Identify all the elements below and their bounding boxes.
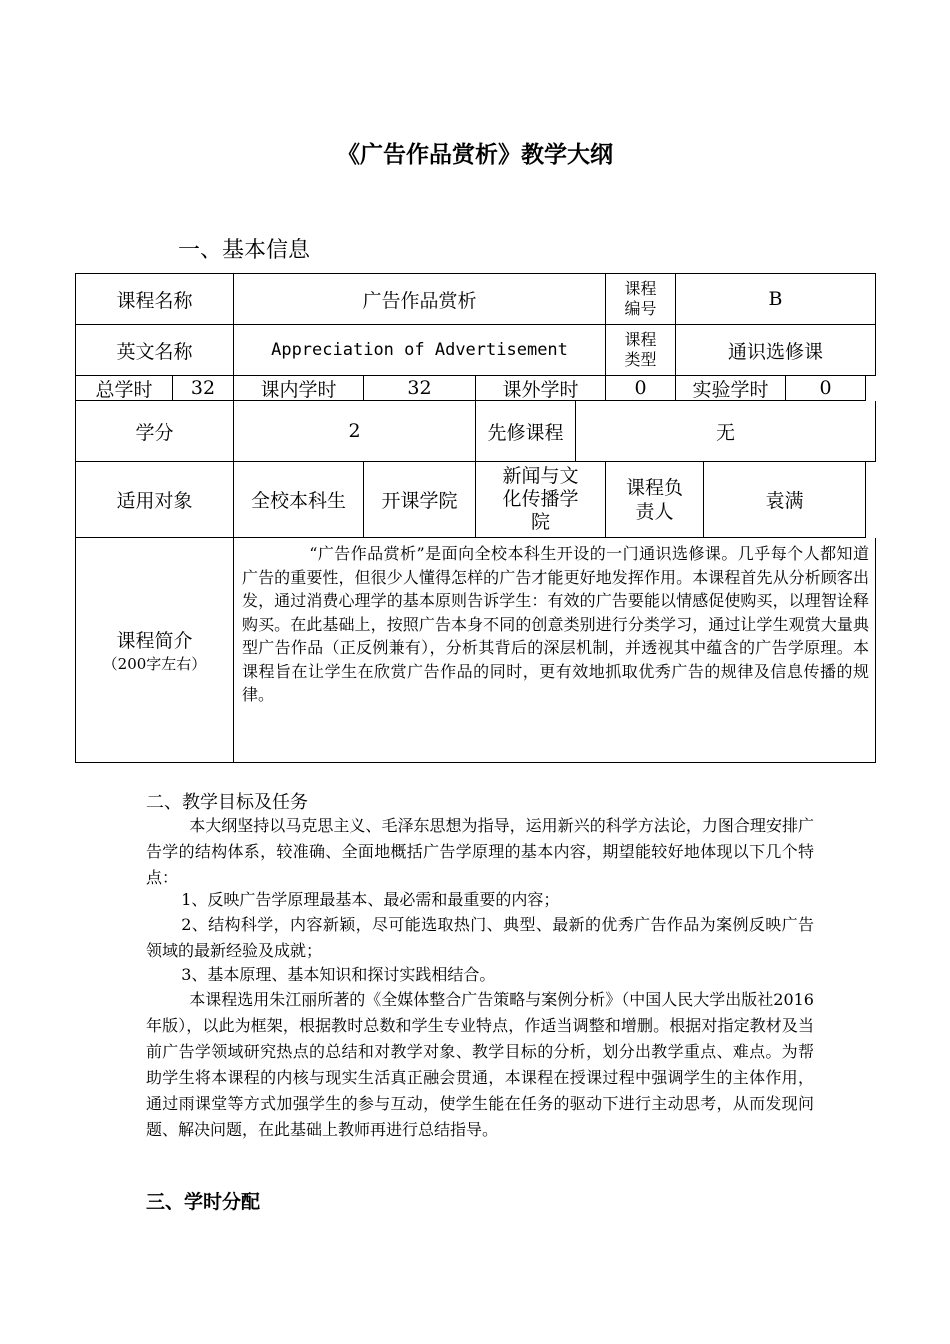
- label-intro: 课程简介: [116, 630, 193, 652]
- label-english-name: 英文名称: [76, 325, 234, 376]
- paragraph-guideline: 本大纲坚持以马克思主义、毛泽东思想为指导，运用新兴的科学方法论，力图合理安排广告学的结构体系，较准确、全面地概括广告学原理的基本内容，期望能较好地体现以下几个特点：: [146, 816, 814, 887]
- value-in-class-hours: 32: [364, 376, 476, 401]
- section-objectives: 二、教学目标及任务: [146, 792, 308, 813]
- feature-item-3: 3、基本原理、基本知识和探讨实践相结合。: [181, 965, 496, 984]
- value-course-type: 通识选修课: [676, 325, 876, 376]
- value-english-name: Appreciation of Advertisement: [234, 325, 606, 376]
- label-audience: 适用对象: [76, 462, 234, 538]
- feature-item-1: 1、反映广告学原理最基本、最必需和最重要的内容；: [181, 890, 560, 909]
- paragraph-textbook: 本课程选用朱江丽所著的《全媒体整合广告策略与案例分析》（中国人民大学出版社2016年版），以此为框架，根据教时总数和学生专业特点，作适当调整和增删。根据对指定教材及当前广告学领域研究热点的总结和对教学对象、教学目标的分析，划分出教学重点、难点。为帮助学生将本课程的内核与现实生活真正融会贯通，本课程在授课过程中强调学生的主体作用，通过雨课堂等方式加强学生的参与互动，使学生能在任务的驱动下进行主动思考，从而发现问题、解决问题，在此基础上教师再进行总结指导。: [146, 990, 814, 1139]
- value-prerequisite: 无: [576, 401, 876, 462]
- value-college: 新闻与文化传播学院: [476, 462, 606, 538]
- label-total-hours: 总学时: [76, 376, 173, 401]
- value-audience: 全校本科生: [234, 462, 364, 538]
- label-intro-note: （200字左右）: [102, 655, 207, 673]
- label-out-class-hours: 课外学时: [476, 376, 606, 401]
- label-college: 开课学院: [364, 462, 476, 538]
- value-total-hours: 32: [173, 376, 234, 401]
- section-hours-allocation: 三、学时分配: [146, 1191, 261, 1213]
- value-lab-hours: 0: [786, 376, 866, 401]
- label-intro-cell: [76, 538, 234, 763]
- label-course-leader: 课程负责人: [606, 462, 704, 538]
- label-prerequisite: 先修课程: [476, 401, 576, 462]
- value-course-leader: 袁满: [704, 462, 866, 538]
- label-course-name: 课程名称: [76, 274, 234, 325]
- value-out-class-hours: 0: [606, 376, 676, 401]
- value-course-code: B: [676, 274, 876, 325]
- label-course-type: 课程类型: [606, 325, 676, 376]
- section-basic-info: 一、基本信息: [178, 238, 311, 263]
- label-in-class-hours: 课内学时: [234, 376, 364, 401]
- value-credit: 2: [234, 401, 476, 462]
- label-credit: 学分: [76, 401, 234, 462]
- feature-item-2: 2、结构科学，内容新颖，尽可能选取热门、典型、最新的优秀广告作品为案例反映广告领域的最新经验及成就；: [146, 915, 814, 960]
- basic-info-table: [75, 273, 876, 763]
- value-course-name: 广告作品赏析: [234, 274, 606, 325]
- document-title: 《广告作品赏析》教学大纲: [337, 142, 613, 168]
- label-course-code: 课程编号: [606, 274, 676, 325]
- value-intro: “广告作品赏析”是面向全校本科生开设的一门通识选修课。几乎每个人都知道广告的重要性，但很少人懂得怎样的广告才能更好地发挥作用。本课程首先从分析顾客出发，通过消费心理学的基本原则告诉学生：有效的广告要能以情感促使购买，以理智诠释购买。在此基础上，按照广告本身不同的创意类别进行分类学习，通过让学生观赏大量典型广告作品（正反例兼有），分析其背后的深层机制，并透视其中蕴含的广告学原理。本课程旨在让学生在欣赏广告作品的同时，更有效地抓取优秀广告的规律及信息传播的规律。: [234, 538, 876, 763]
- label-lab-hours: 实验学时: [676, 376, 786, 401]
